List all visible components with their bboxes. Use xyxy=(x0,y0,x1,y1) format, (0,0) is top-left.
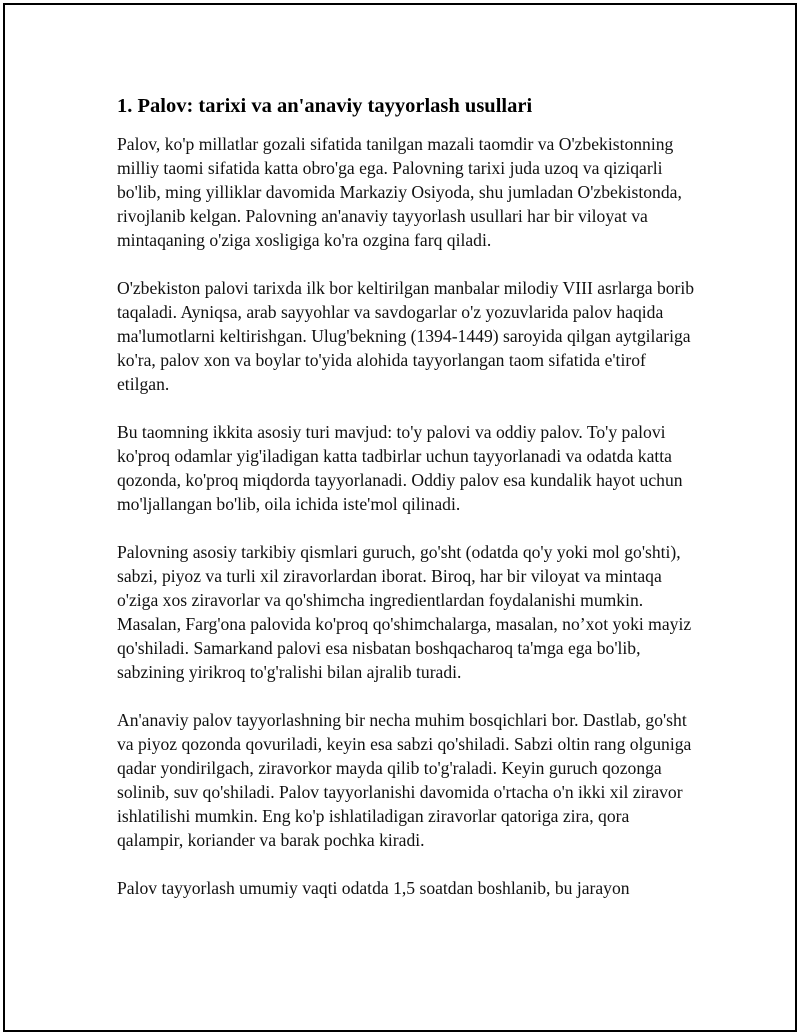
paragraph-types: Bu taomning ikkita asosiy turi mavjud: to'y palovi va oddiy palov. To'y palovi ko'proq odamlar yig'iladigan katta tadbirlar uchun tayyorlanadi va odatda katta qozonda, ko'proq miqdorda tayyorlanadi. Oddiy palov esa kundalik hayot uchun mo'ljallangan bo'lib, oila ichida iste'mol qilinadi. xyxy=(117,422,683,514)
document-body xyxy=(117,92,697,924)
section-heading: 1. Palov: tarixi va an'anaviy tayyorlash usullari xyxy=(117,95,533,117)
paragraph-cooking-time: Palov tayyorlash umumiy vaqti odatda 1,5 soatdan boshlanib, bu jarayon xyxy=(117,878,630,898)
paragraph-ingredients: Palovning asosiy tarkibiy qismlari guruch, go'sht (odatda qo'y yoki mol go'shti), sabzi, piyoz va turli xil ziravorlardan iborat. Biroq, har bir viloyat va mintaqa o'ziga xos ziravorlar va qo'shimcha ingredientlardan foydalanishi mumkin. Masalan, Farg'ona palovida ko'proq qo'shimchalarga, masalan, no’xot yoki mayiz qo'shiladi. Samarkand palovi esa nisbatan boshqacharoq ta'mga ega bo'lib, sabzining yirikroq to'g'ralishi bilan ajralib turadi. xyxy=(117,542,692,682)
paragraph-historical-sources: O'zbekiston palovi tarixda ilk bor keltirilgan manbalar milodiy VIII asrlarga borib taqaladi. Ayniqsa, arab sayyohlar va savdogarlar o'z yozuvlarida palov haqida ma'lumotlarni keltirishgan. Ulug'bekning (1394-1449) saroyida qilgan aytgilariga ko'ra, palov xon va boylar to'yida alohida tayyorlangan taom sifatida e'tirof etilgan. xyxy=(117,278,695,394)
paragraph-history-intro: Palov, ko'p millatlar gozali sifatida tanilgan mazali taomdir va O'zbekistonning milliy taomi sifatida katta obro'ga ega. Palovning tarixi juda uzoq va qiziqarli bo'lib, ming yilliklar davomida Markaziy Osiyoda, shu jumladan O'zbekistonda, rivojlanib kelgan. Palovning an'anaviy tayyorlash usullari har bir viloyat va mintaqaning o'ziga xosligiga ko'ra ozgina farq qiladi. xyxy=(117,134,682,250)
paragraph-preparation-steps: An'anaviy palov tayyorlashning bir necha muhim bosqichlari bor. Dastlab, go'sht va piyoz qozonda qovuriladi, keyin esa sabzi qo'shiladi. Sabzi oltin rang olguniga qadar yondirilgach, ziravorkor mayda qilib to'g'raladi. Keyin guruch qozonga solinib, suv qo'shiladi. Palov tayyorlanishi davomida o'rtacha o'n ikki xil ziravor ishlatilishi mumkin. Eng ko'p ishlatiladigan ziravorlar qatoriga zira, qora qalampir, koriander va barak pochka kiradi. xyxy=(117,710,692,850)
